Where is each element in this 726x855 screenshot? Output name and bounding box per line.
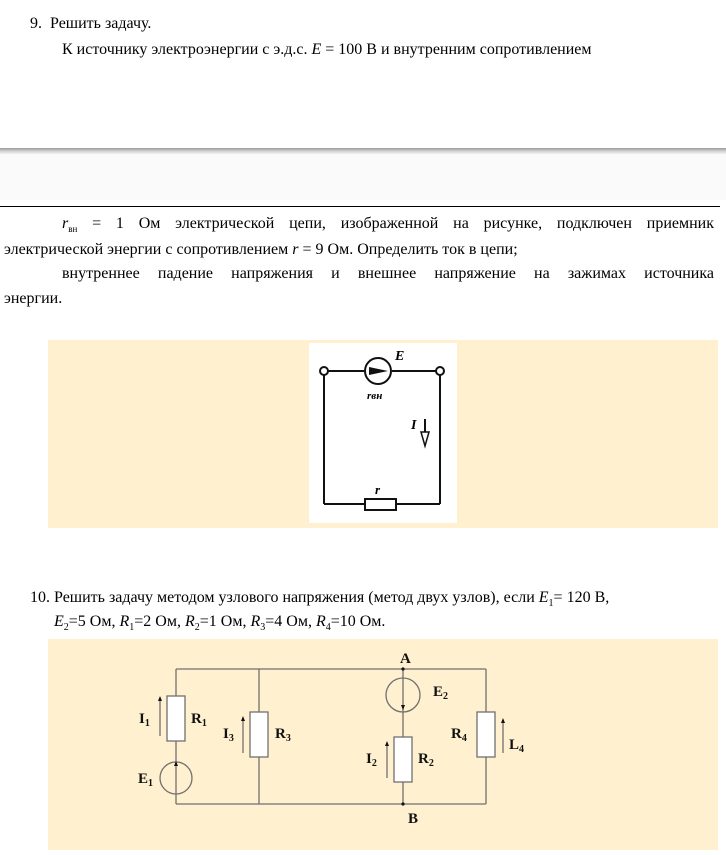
svg-text:I1	[139, 711, 150, 729]
label-e2: E	[433, 684, 444, 700]
var-e: E	[538, 589, 549, 606]
label-r1: R	[191, 711, 202, 727]
label-l4: L	[509, 737, 520, 753]
problem-number: 9.	[30, 15, 42, 32]
problem-9-line-2	[62, 214, 714, 239]
var-e: E	[311, 41, 322, 58]
problem-9-heading	[30, 14, 151, 34]
text: =4 Ом,	[265, 613, 316, 630]
resistor-r2-icon	[394, 737, 412, 782]
subscript: 1	[129, 622, 135, 634]
problem-10-line-2	[54, 612, 385, 638]
terminal-icon	[436, 367, 444, 375]
subscript: 2	[63, 622, 69, 634]
svg-text:R4	[451, 726, 467, 744]
problem-9-line-5: энергии.	[4, 290, 63, 307]
text: =1 Ом,	[199, 613, 251, 630]
figure-panel-2	[48, 639, 718, 850]
label-i3: I	[223, 726, 229, 742]
circuit-figure-1	[309, 343, 457, 523]
var-r: r	[292, 241, 299, 258]
resistor-r3-icon	[250, 712, 268, 757]
text: =5 Ом,	[68, 613, 120, 630]
text: электрической энергии с сопротивлением	[4, 241, 293, 258]
circuit-diagram-1	[309, 343, 457, 523]
label-i1-sub: 1	[144, 718, 150, 729]
subscript: 2	[194, 622, 200, 634]
label-i2-sub: 2	[371, 758, 377, 769]
svg-text:I2	[366, 751, 377, 769]
subscript: 1	[548, 598, 554, 610]
svg-text:I3	[223, 726, 234, 744]
label-l4-sub: 4	[519, 744, 525, 755]
emf-arrow-icon	[369, 367, 388, 375]
var: R	[250, 613, 261, 630]
subscript: вн	[68, 224, 78, 235]
resistor-r4-icon	[477, 712, 495, 757]
label-i1: I	[139, 711, 145, 727]
arrow-head	[401, 705, 405, 710]
label-r1-sub: 1	[201, 718, 207, 729]
page-gap	[0, 154, 726, 200]
label-node-a: A	[400, 651, 411, 667]
terminal-icon	[320, 367, 328, 375]
node-b-dot	[401, 802, 404, 805]
label-r3: R	[275, 726, 286, 742]
var-r: r	[62, 215, 69, 232]
resistor-r1-icon	[167, 696, 185, 741]
node-a-dot	[401, 667, 404, 670]
text: Решить задачу методом узлового напряжения (метод двух узлов), если	[54, 589, 539, 606]
label-i2: I	[366, 751, 372, 767]
resistor-icon	[365, 499, 396, 510]
subscript: 4	[325, 622, 331, 634]
label-r4-sub: 4	[461, 733, 467, 744]
problem-heading-text: Решить задачу.	[50, 15, 152, 32]
svg-text:E2	[433, 684, 448, 702]
problem-number: 10.	[30, 589, 50, 606]
label-r4: R	[451, 726, 462, 742]
text: = 120 В,	[553, 589, 610, 606]
text: = 100 В и внутренним сопротивлением	[321, 41, 592, 58]
label-r3-sub: 3	[285, 733, 291, 744]
arrow-head	[385, 741, 389, 746]
label-r2: R	[418, 751, 429, 767]
label-e: E	[395, 349, 405, 364]
text: К источнику электроэнергии с э.д.с.	[62, 41, 312, 58]
label-node-b: B	[408, 811, 419, 827]
problem-9-line-1	[62, 40, 592, 60]
text: =2 Ом,	[134, 613, 185, 630]
horizontal-rule	[0, 206, 720, 207]
label-r-vn: rвн	[367, 390, 383, 402]
arrow-head	[158, 696, 162, 701]
text: =10 Ом.	[330, 613, 386, 630]
current-arrow-head-icon	[421, 432, 429, 446]
label-e2-sub: 2	[443, 691, 449, 702]
arrow-head	[501, 718, 505, 723]
text: = 1 Ом электрической цепи, изображенной на рисунке, подключен приемник	[77, 215, 714, 232]
circuit-diagram-2	[48, 639, 718, 850]
subscript: 3	[260, 622, 266, 634]
svg-text:L4	[509, 737, 524, 755]
label-i: I	[411, 418, 417, 433]
text: = 9 Ом. Определить ток в цепи;	[298, 241, 518, 258]
label-r: r	[375, 482, 381, 497]
label-i3-sub: 3	[228, 733, 234, 744]
arrow-head	[241, 716, 245, 721]
label-e1-sub: 1	[148, 778, 154, 789]
svg-text:E1	[138, 771, 153, 789]
svg-text:R3	[275, 726, 291, 744]
svg-text:R1	[191, 711, 207, 729]
var: R	[184, 613, 195, 630]
problem-10-line-1	[30, 588, 609, 614]
label-e1: E	[138, 771, 149, 787]
var: E	[54, 613, 64, 630]
var: R	[119, 613, 130, 630]
problem-9-line-3	[4, 240, 518, 260]
problem-9-line-4: внутреннее падение напряжения и внешнее напряжение на зажимах источника	[62, 265, 714, 282]
svg-text:R2	[418, 751, 434, 769]
var: R	[315, 613, 326, 630]
label-r2-sub: 2	[428, 758, 434, 769]
